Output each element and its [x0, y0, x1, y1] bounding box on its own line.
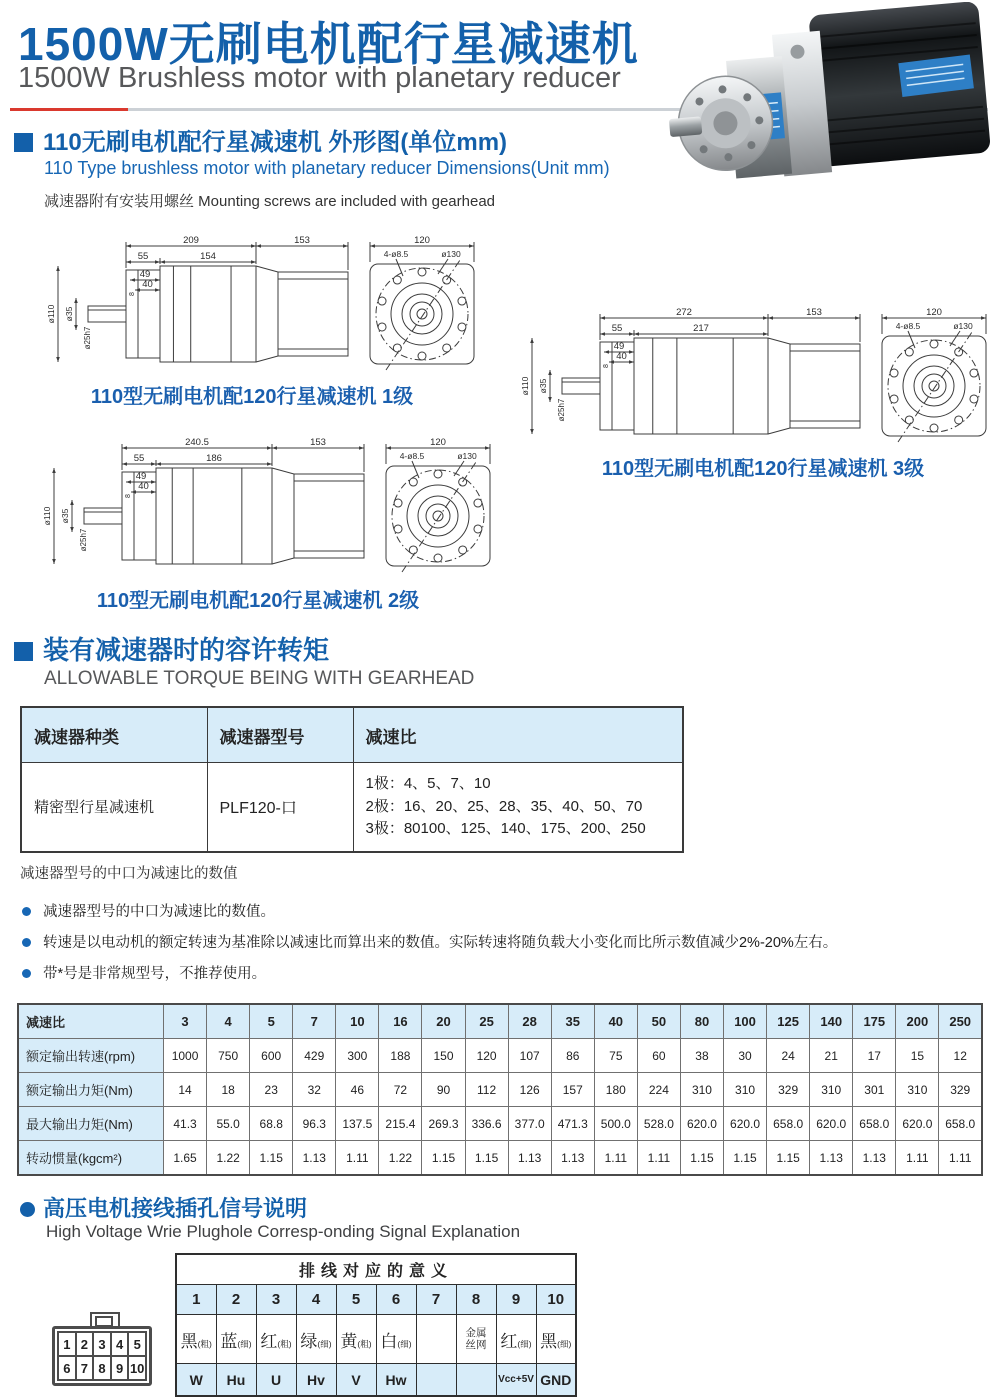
drawing-caption-stage3: 110型无刷电机配120行星减速机 3级: [601, 458, 925, 480]
note-text: 减速器型号的中口为减速比的数值。: [43, 904, 275, 920]
torque-row-label: 转动惯量(kgcm²): [18, 1141, 164, 1176]
wiring-color-cell: [416, 1315, 456, 1364]
wiring-table: [175, 1253, 577, 1397]
connector-pin: 6: [57, 1355, 77, 1381]
torque-cell: 620.0: [724, 1107, 767, 1141]
torque-cell: 24: [767, 1039, 810, 1073]
wire-color: 红: [260, 1331, 278, 1351]
wiring-signal-cell: Hu: [216, 1364, 256, 1397]
gearhead-type-cell: 精密型行星减速机: [21, 763, 207, 852]
torque-cell: 18: [207, 1073, 250, 1107]
dim-label: ø130: [441, 249, 461, 259]
torque-cell: 500.0: [594, 1107, 637, 1141]
dim-label: 40: [138, 481, 149, 492]
bullet-dot-icon: [22, 969, 31, 978]
wire-thickness: (细): [557, 1338, 572, 1349]
torque-cell: 620.0: [896, 1107, 939, 1141]
torque-ratio-header: 35: [551, 1004, 594, 1039]
torque-cell: 21: [810, 1039, 853, 1073]
torque-cell: 68.8: [250, 1107, 293, 1141]
dim-label: 240.5: [185, 437, 209, 448]
drawing-caption-stage2: 110型无刷电机配120行星减速机 2级: [96, 590, 420, 612]
torque-cell: 329: [939, 1073, 982, 1107]
wiring-pin-number: 6: [376, 1285, 416, 1315]
wire-color: 黄: [340, 1331, 358, 1351]
torque-cell: 1.13: [551, 1141, 594, 1176]
torque-cell: 1.13: [810, 1141, 853, 1176]
section-torque-subtitle: ALLOWABLE TORQUE BEING WITH GEARHEAD: [44, 668, 475, 689]
torque-ratio-header: 80: [680, 1004, 723, 1039]
torque-cell: 1.22: [379, 1141, 422, 1176]
wire-color: 红: [500, 1331, 518, 1351]
dim-label: 217: [693, 323, 709, 334]
section-wiring-subtitle: High Voltage Wrie Plughole Corresp-onding Signal Explanation: [46, 1222, 521, 1241]
dim-label: ø130: [953, 321, 973, 331]
dim-label: 40: [616, 351, 627, 362]
wire-thickness: (细): [317, 1338, 332, 1349]
wire-thickness: (粗): [357, 1338, 372, 1349]
torque-cell: 1.15: [250, 1141, 293, 1176]
torque-cell: 1.13: [508, 1141, 551, 1176]
wiring-pin-number: 8: [456, 1285, 496, 1315]
wiring-pin-number: 9: [496, 1285, 536, 1315]
torque-row: [18, 1141, 982, 1176]
wire-color: 黑: [180, 1331, 198, 1351]
torque-row-label: 最大输出力矩(Nm): [18, 1107, 164, 1141]
wiring-table-title: 排线对应的意义: [176, 1254, 576, 1285]
mounting-screws-note: 减速器附有安装用螺丝 Mounting screws are included with gearhead: [44, 193, 496, 210]
connector-pin: 4: [110, 1331, 130, 1357]
torque-header-row: [18, 1004, 982, 1039]
section-square-icon: [14, 642, 33, 661]
section-dimensions-header: [14, 122, 507, 157]
connector-pin: 7: [75, 1355, 95, 1381]
dim-label: ø110: [46, 304, 56, 324]
wiring-signal-cell: U: [256, 1364, 296, 1397]
connector-pin: 3: [92, 1331, 112, 1357]
torque-ratio-header: 20: [422, 1004, 465, 1039]
section-dimensions-title: 110无刷电机配行星减速机 外形图(单位mm): [43, 129, 508, 156]
wiring-color-cell: [296, 1315, 336, 1364]
gearhead-type-table: [20, 706, 684, 853]
torque-cell: 17: [853, 1039, 896, 1073]
wiring-signal-row: [176, 1364, 576, 1397]
connector-icon: [52, 1312, 156, 1390]
dim-label: 120: [414, 235, 430, 246]
dim-label: 120: [926, 307, 942, 318]
dimension-drawing-stage3: [498, 298, 992, 450]
torque-ratio-header: 5: [250, 1004, 293, 1039]
torque-ratio-header: 50: [637, 1004, 680, 1039]
wire-color: 蓝: [220, 1331, 238, 1351]
torque-cell: 107: [508, 1039, 551, 1073]
torque-cell: 269.3: [422, 1107, 465, 1141]
ratio-line-1: 1极：4、5、7、10: [365, 775, 491, 792]
notes-list: [22, 903, 982, 996]
dim-label: 4-ø8.5: [383, 249, 409, 259]
torque-cell: 86: [551, 1039, 594, 1073]
ratio-line-3: 3极：80100、125、140、175、200、250: [365, 820, 646, 837]
torque-cell: 23: [250, 1073, 293, 1107]
torque-cell: 310: [724, 1073, 767, 1107]
dim-label: 186: [206, 453, 222, 464]
gearhead-col-ratio: 减速比: [353, 707, 683, 763]
connector-pin: 2: [75, 1331, 95, 1357]
dimension-drawing-stage2: [20, 428, 496, 580]
dim-label: ø35: [60, 508, 70, 524]
wiring-color-row: [176, 1315, 576, 1364]
wiring-color-cell: [376, 1315, 416, 1364]
dim-label: 8: [129, 292, 136, 296]
divider-red-segment: [10, 108, 128, 111]
torque-cell: 1.13: [293, 1141, 336, 1176]
torque-cell: 60: [637, 1039, 680, 1073]
wiring-signal-cell: W: [176, 1364, 216, 1397]
torque-cell: 12: [939, 1039, 982, 1073]
torque-cell: 1.11: [637, 1141, 680, 1176]
product-photo: [666, 2, 996, 197]
dim-label: ø35: [64, 306, 74, 322]
wiring-color-cell: [336, 1315, 376, 1364]
wiring-pin-number: 5: [336, 1285, 376, 1315]
wiring-signal-cell: V: [336, 1364, 376, 1397]
dimension-drawing-stage1: [24, 226, 480, 378]
wiring-color-cell: 金属丝网: [456, 1315, 496, 1364]
motor-photo-illustration: [666, 2, 996, 197]
torque-cell: 32: [293, 1073, 336, 1107]
torque-ratio-header: 250: [939, 1004, 982, 1039]
torque-corner: 减速比: [18, 1004, 164, 1039]
dim-label: ø110: [520, 376, 530, 396]
torque-cell: 1.11: [939, 1141, 982, 1176]
wiring-signal-cell: Vcc+5V: [496, 1364, 536, 1397]
wiring-signal-cell: GND: [536, 1364, 576, 1397]
dim-label: ø25h7: [83, 326, 92, 350]
torque-cell: 620.0: [810, 1107, 853, 1141]
torque-cell: 750: [207, 1039, 250, 1073]
torque-cell: 1.15: [680, 1141, 723, 1176]
torque-cell: 310: [896, 1073, 939, 1107]
wiring-color-cell: [216, 1315, 256, 1364]
dim-label: 272: [676, 307, 692, 318]
dim-label: 8: [603, 364, 610, 368]
torque-cell: 429: [293, 1039, 336, 1073]
torque-cell: 310: [810, 1073, 853, 1107]
wire-thickness: (细): [397, 1338, 412, 1349]
torque-ratio-header: 40: [594, 1004, 637, 1039]
torque-cell: 1.15: [767, 1141, 810, 1176]
torque-cell: 112: [465, 1073, 508, 1107]
section-dimensions-subtitle: 110 Type brushless motor with planetary reducer Dimensions(Unit mm): [44, 158, 610, 178]
torque-cell: 1.15: [422, 1141, 465, 1176]
torque-row: [18, 1107, 982, 1141]
section-torque-header: [14, 630, 329, 667]
torque-ratio-header: 7: [293, 1004, 336, 1039]
gearhead-footnote: 减速器型号的中口为减速比的数值: [20, 866, 238, 882]
torque-cell: 528.0: [637, 1107, 680, 1141]
wiring-color-cell: [496, 1315, 536, 1364]
torque-ratio-header: 10: [336, 1004, 379, 1039]
torque-ratio-header: 175: [853, 1004, 896, 1039]
dim-label: 154: [200, 251, 216, 262]
torque-cell: 137.5: [336, 1107, 379, 1141]
dim-label: 153: [294, 235, 310, 246]
torque-cell: 30: [724, 1039, 767, 1073]
torque-ratio-header: 125: [767, 1004, 810, 1039]
torque-cell: 1.15: [724, 1141, 767, 1176]
dim-label: 4-ø8.5: [399, 451, 425, 461]
note-item: [22, 934, 982, 953]
connector-pin: 8: [92, 1355, 112, 1381]
torque-cell: 46: [336, 1073, 379, 1107]
torque-cell: 38: [680, 1039, 723, 1073]
wiring-color-cell: [256, 1315, 296, 1364]
torque-ratio-header: 28: [508, 1004, 551, 1039]
dim-label: ø110: [42, 506, 52, 526]
dim-label: 55: [133, 453, 145, 464]
connector-pin: 9: [110, 1355, 130, 1381]
bullet-dot-icon: [22, 907, 31, 916]
dim-label: ø130: [457, 451, 477, 461]
bullet-dot-icon: [22, 938, 31, 947]
torque-cell: 471.3: [551, 1107, 594, 1141]
torque-cell: 1.11: [336, 1141, 379, 1176]
ratio-line-2: 2极：16、20、25、28、35、40、50、70: [365, 797, 643, 815]
connector-pin-row-top: [58, 1332, 146, 1356]
torque-cell: 1000: [164, 1039, 207, 1073]
torque-ratio-header: 16: [379, 1004, 422, 1039]
section-torque-title: 装有减速器时的容许转矩: [43, 635, 330, 665]
section-dot-icon: [20, 1202, 35, 1217]
torque-cell: 1.22: [207, 1141, 250, 1176]
torque-ratio-header: 200: [896, 1004, 939, 1039]
torque-cell: 215.4: [379, 1107, 422, 1141]
dim-label: 55: [611, 323, 623, 334]
wire-color: 绿: [300, 1331, 318, 1351]
wiring-signal-cell: Hw: [376, 1364, 416, 1397]
torque-cell: 75: [594, 1039, 637, 1073]
torque-table: [17, 1003, 983, 1176]
gearhead-ratio-cell: [353, 763, 683, 852]
torque-cell: 126: [508, 1073, 551, 1107]
wiring-color-cell: [176, 1315, 216, 1364]
section-wiring-title: 高压电机接线插孔信号说明: [43, 1196, 308, 1221]
note-item: [22, 965, 982, 984]
torque-ratio-header: 3: [164, 1004, 207, 1039]
torque-cell: 300: [336, 1039, 379, 1073]
drawing-caption-stage1: 110型无刷电机配120行星减速机 1级: [90, 386, 414, 408]
torque-cell: 658.0: [853, 1107, 896, 1141]
dim-label: 49: [135, 471, 147, 482]
wiring-pin-number: 3: [256, 1285, 296, 1315]
dim-label: 40: [142, 279, 153, 290]
dim-label: ø25h7: [557, 398, 566, 422]
dim-label: 153: [806, 307, 822, 318]
torque-cell: 120: [465, 1039, 508, 1073]
connector-pin: 5: [127, 1331, 147, 1357]
section-wiring-header: [20, 1192, 307, 1223]
wiring-pin-number: 10: [536, 1285, 576, 1315]
wire-color: 白: [380, 1331, 398, 1351]
wiring-signal-cell: Hv: [296, 1364, 336, 1397]
wiring-signal-cell: [456, 1364, 496, 1397]
torque-ratio-header: 140: [810, 1004, 853, 1039]
note-text: 转速是以电动机的额定转速为基准除以减速比而算出来的数值。实际转速将随负载大小变化而比所示数值减少2%-20%左右。: [43, 934, 838, 951]
torque-cell: 1.13: [853, 1141, 896, 1176]
torque-cell: 96.3: [293, 1107, 336, 1141]
torque-cell: 157: [551, 1073, 594, 1107]
dim-label: 8: [125, 494, 132, 498]
torque-row-label: 额定输出力矩(Nm): [18, 1073, 164, 1107]
torque-cell: 310: [680, 1073, 723, 1107]
note-item: [22, 903, 982, 922]
torque-cell: 620.0: [680, 1107, 723, 1141]
dim-label: 153: [310, 437, 326, 448]
torque-row: [18, 1073, 982, 1107]
gearhead-col-type: 减速器种类: [21, 707, 207, 763]
dim-label: 4-ø8.5: [895, 321, 921, 331]
torque-cell: 188: [379, 1039, 422, 1073]
wiring-signal-cell: [416, 1364, 456, 1397]
torque-cell: 658.0: [767, 1107, 810, 1141]
dim-label: 209: [183, 235, 199, 246]
page-subtitle: 1500W Brushless motor with planetary reducer: [18, 62, 621, 94]
wiring-pin-number: 2: [216, 1285, 256, 1315]
torque-ratio-header: 100: [724, 1004, 767, 1039]
torque-cell: 329: [767, 1073, 810, 1107]
torque-ratio-header: 4: [207, 1004, 250, 1039]
note-text: 带*号是非常规型号，不推荐使用。: [43, 965, 267, 982]
torque-cell: 658.0: [939, 1107, 982, 1141]
torque-cell: 301: [853, 1073, 896, 1107]
torque-row-label: 额定输出转速(rpm): [18, 1039, 164, 1073]
wire-thickness: (细): [237, 1338, 252, 1349]
torque-cell: 14: [164, 1073, 207, 1107]
torque-cell: 72: [379, 1073, 422, 1107]
torque-cell: 336.6: [465, 1107, 508, 1141]
wire-color: 黑: [540, 1331, 558, 1351]
torque-ratio-header: 25: [465, 1004, 508, 1039]
wire-thickness: (细): [517, 1338, 532, 1349]
torque-cell: 55.0: [207, 1107, 250, 1141]
torque-cell: 90: [422, 1073, 465, 1107]
wire-thickness: (粗): [277, 1338, 292, 1349]
wiring-pin-number: 4: [296, 1285, 336, 1315]
torque-cell: 150: [422, 1039, 465, 1073]
torque-cell: 180: [594, 1073, 637, 1107]
connector-pin: 10: [127, 1355, 147, 1381]
torque-cell: 377.0: [508, 1107, 551, 1141]
torque-cell: 1.11: [896, 1141, 939, 1176]
torque-cell: 1.15: [465, 1141, 508, 1176]
torque-cell: 41.3: [164, 1107, 207, 1141]
torque-row: [18, 1039, 982, 1073]
wiring-pin-number: 7: [416, 1285, 456, 1315]
connector-body: [52, 1326, 152, 1386]
gearhead-model-cell: PLF120-口: [207, 763, 353, 852]
wiring-pin-row: [176, 1285, 576, 1315]
wiring-pin-number: 1: [176, 1285, 216, 1315]
gearhead-col-model: 减速器型号: [207, 707, 353, 763]
dim-label: 49: [613, 341, 625, 352]
wiring-color-cell: [536, 1315, 576, 1364]
section-square-icon: [14, 133, 33, 152]
dim-label: ø25h7: [79, 528, 88, 552]
torque-cell: 600: [250, 1039, 293, 1073]
dim-label: 49: [139, 269, 151, 280]
torque-cell: 224: [637, 1073, 680, 1107]
wire-thickness: (粗): [197, 1338, 212, 1349]
torque-cell: 1.11: [594, 1141, 637, 1176]
page-title: 1500W无刷电机配行星减速机: [18, 18, 639, 70]
torque-cell: 1.65: [164, 1141, 207, 1176]
connector-pin: 1: [57, 1331, 77, 1357]
dim-label: ø35: [538, 378, 548, 394]
dim-label: 120: [430, 437, 446, 448]
connector-pin-row-bottom: [58, 1356, 146, 1380]
dim-label: 55: [137, 251, 149, 262]
torque-cell: 15: [896, 1039, 939, 1073]
